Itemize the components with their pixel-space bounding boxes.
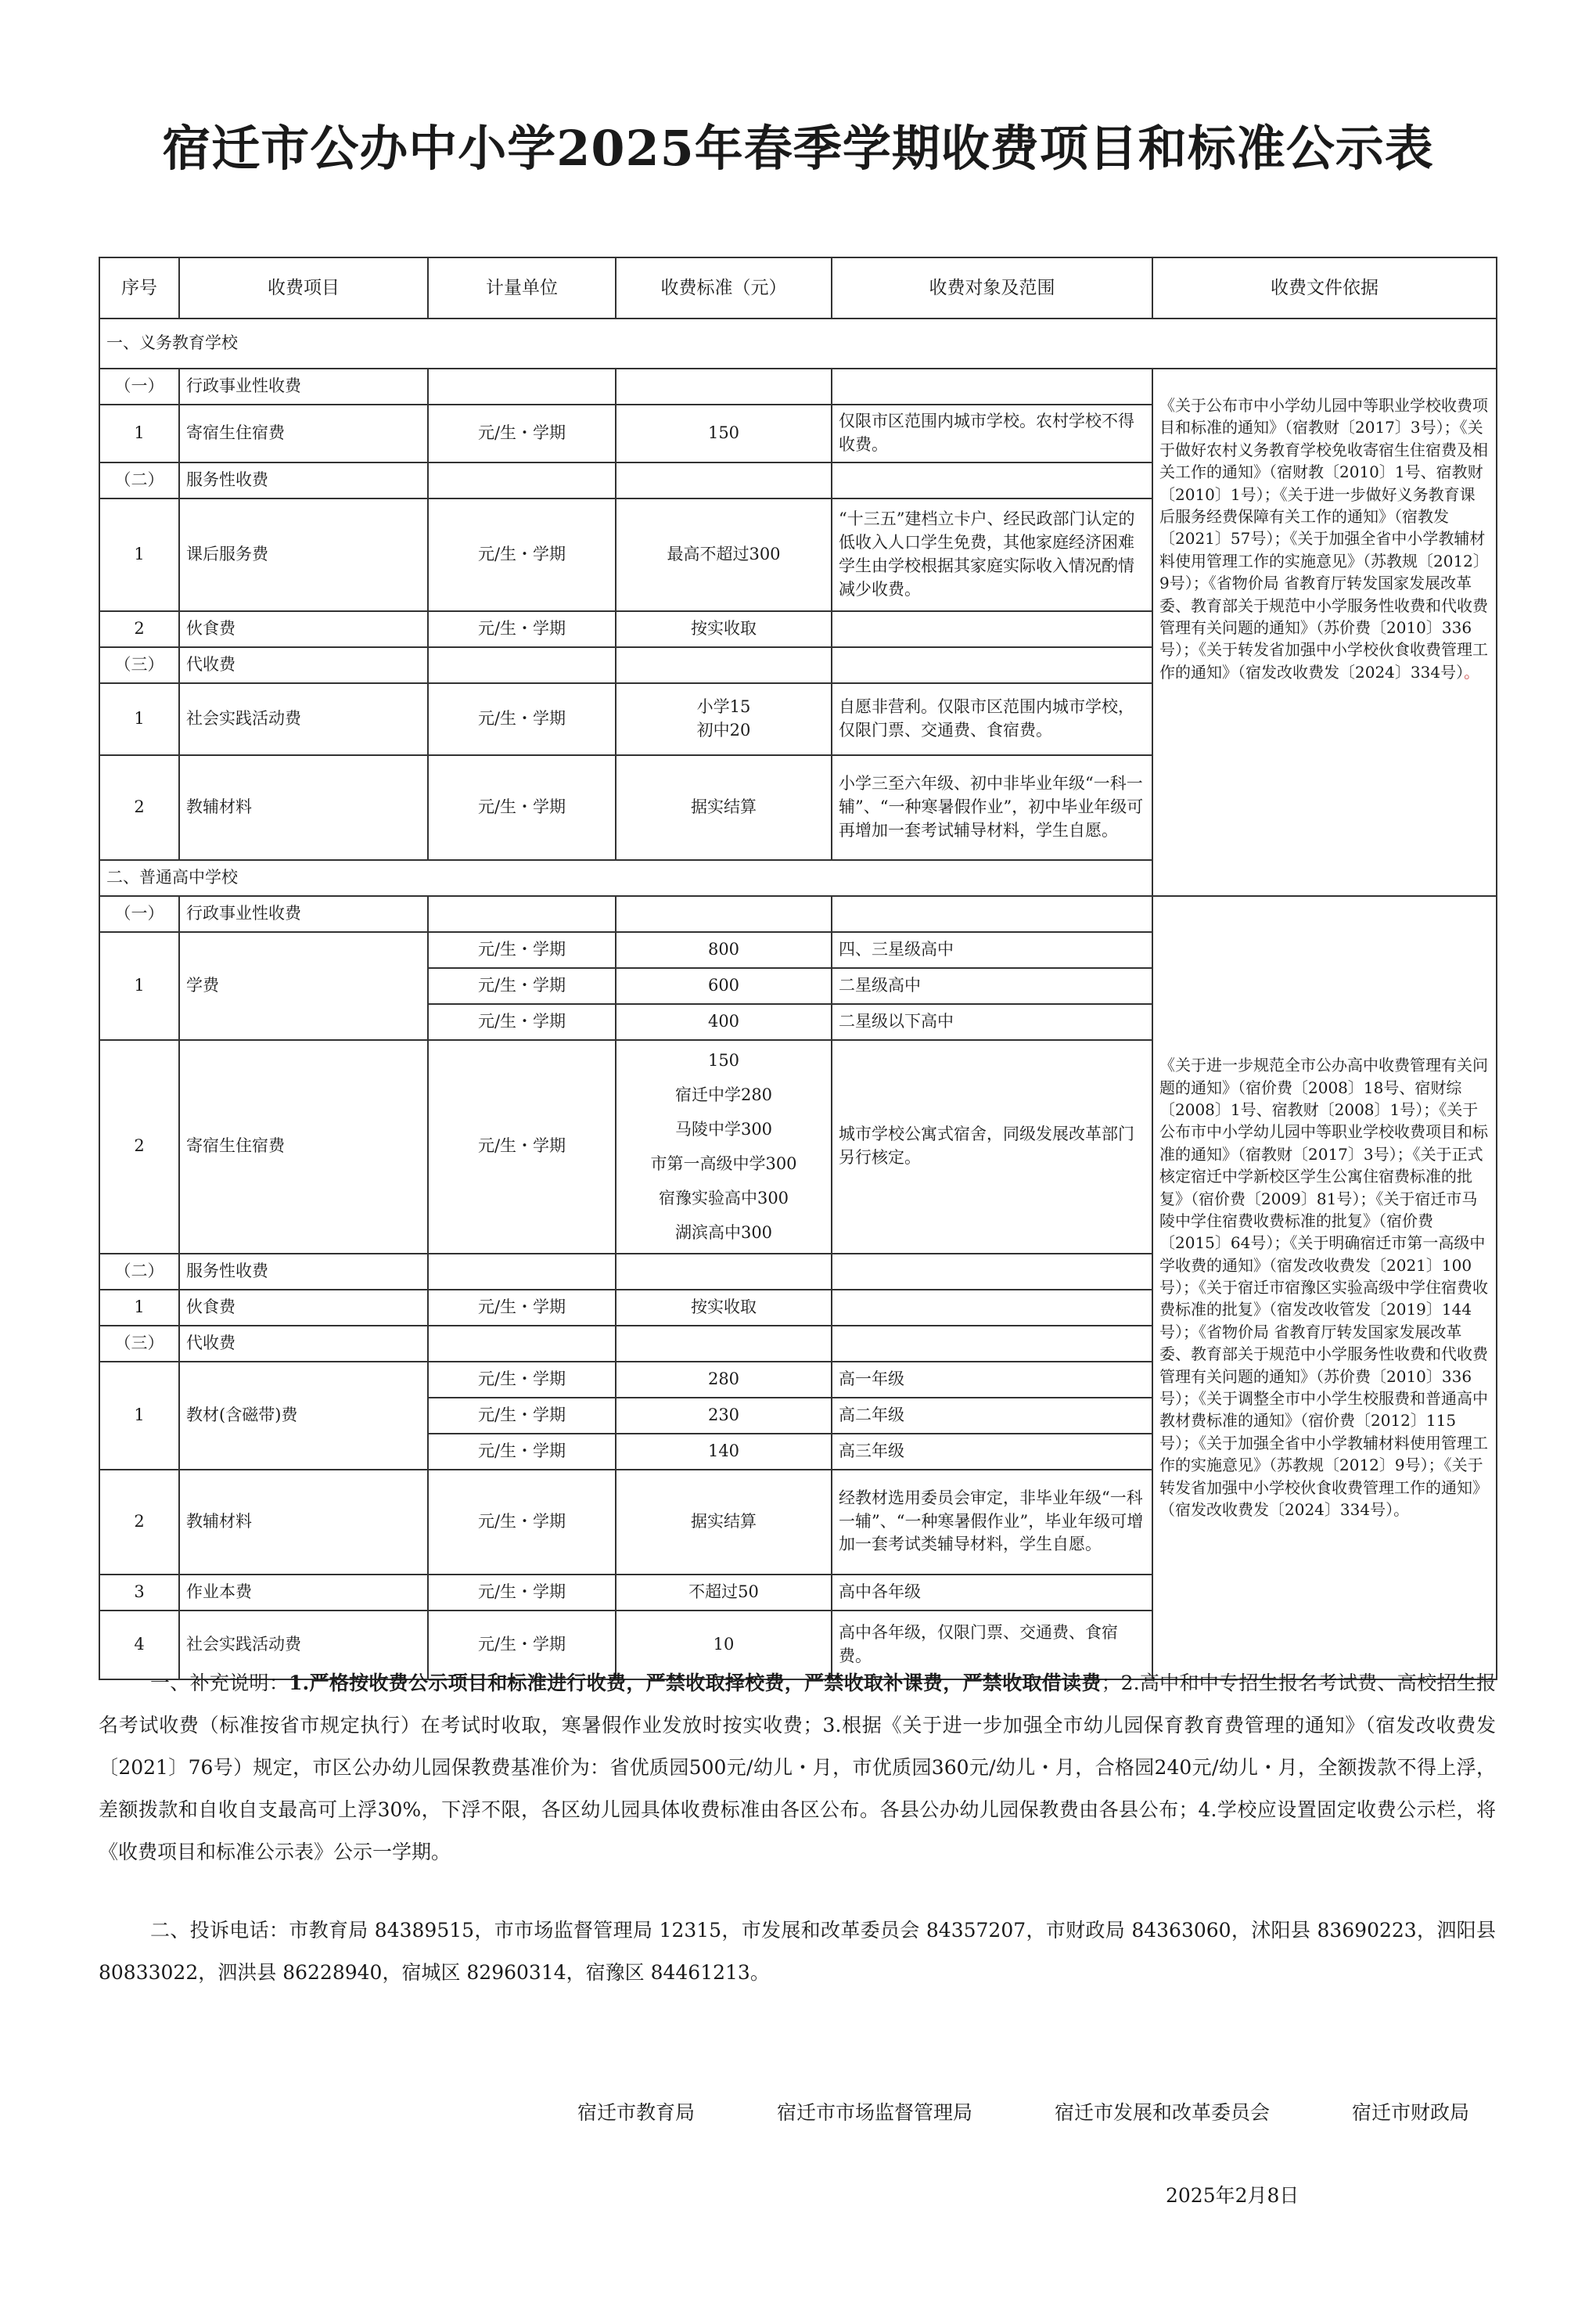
supplementary-note: 一、补充说明：1.严格按收费公示项目和标准进行收费，严禁收取择校费，严禁收取补课费，严禁收取借读费；2.高中和中专招生报名考试费、高校招生报名考试收费（标准按省市规定执行）在考试时收取，寒暑假作业发放时按实收费；3.根据《关于进一步加强全市幼儿园保育教育费管理的通知》（宿发改收费发〔2021〕76号）规定，市区公办幼儿园保教费基准价为：省优质园500元/幼儿・月，市优质园360元/幼儿・月，合格园240元/幼儿・月，全额拨款不得上浮，差额拨款和自收自支最高可上浮30%，下浮不限，各区幼儿园具体收费标准由各区公布。各县公办幼儿园保教费由各县公布；4.学校应设置固定收费公示栏，将《收费项目和标准公示表》公示一学期。 (99, 1672, 1496, 1863)
fee-standard: 230 (616, 1398, 832, 1434)
fee-unit: 元/生・学期 (428, 1398, 616, 1434)
group-no: （一） (99, 369, 179, 405)
fee-item: 伙食费 (179, 1290, 428, 1326)
fee-scope: 四、三星级高中 (832, 932, 1152, 968)
signer-market-regulation: 宿迁市市场监督管理局 (776, 2101, 972, 2124)
row-no: 2 (99, 1040, 179, 1254)
header-no: 序号 (99, 257, 179, 319)
fee-item: 教辅材料 (179, 1470, 428, 1575)
dorm-standard: 150 (707, 1051, 740, 1070)
table-header-row (99, 257, 1497, 319)
fee-standard-list (616, 1040, 832, 1254)
fee-unit: 元/生・学期 (428, 1575, 616, 1611)
fee-standard: 按实收取 (616, 1290, 832, 1326)
section-title-row (99, 860, 1497, 896)
header-standard: 收费标准（元） (616, 257, 832, 319)
fee-standard: 800 (616, 932, 832, 968)
fee-unit: 元/生・学期 (428, 683, 616, 755)
fee-standard: 600 (616, 968, 832, 1004)
row-no: 1 (99, 405, 179, 462)
group-no: （三） (99, 1326, 179, 1362)
dorm-standard: 湖滨高中300 (674, 1223, 773, 1243)
row-no: 2 (99, 1470, 179, 1575)
group-name: 服务性收费 (179, 1254, 428, 1290)
fee-standard: 据实结算 (616, 1470, 832, 1575)
fee-scope: 高二年级 (832, 1398, 1152, 1434)
fee-unit: 元/生・学期 (428, 1470, 616, 1575)
fee-standard (616, 683, 832, 755)
fee-standard: 10 (616, 1611, 832, 1679)
fee-scope: 二星级高中 (832, 968, 1152, 1004)
table-row (99, 369, 1497, 405)
row-no: 1 (99, 1362, 179, 1470)
group-name: 行政事业性收费 (179, 369, 428, 405)
table-row (99, 896, 1497, 932)
fee-standard: 最高不超过300 (616, 498, 832, 611)
issue-date: 2025年2月8日 (1166, 2184, 1299, 2207)
header-unit: 计量单位 (428, 257, 616, 319)
signer-finance-bureau: 宿迁市财政局 (1351, 2101, 1469, 2124)
header-basis: 收费文件依据 (1152, 257, 1497, 319)
fee-scope (832, 1290, 1152, 1326)
fee-unit: 元/生・学期 (428, 498, 616, 611)
fee-standard: 150 (616, 405, 832, 462)
fee-scope: 高三年级 (832, 1434, 1152, 1470)
fee-unit: 元/生・学期 (428, 755, 616, 860)
row-no: 3 (99, 1575, 179, 1611)
fee-table (99, 257, 1497, 1680)
fee-item: 社会实践活动费 (179, 683, 428, 755)
section-title: 一、义务教育学校 (99, 319, 1497, 369)
signers (577, 2097, 1469, 2125)
group-no: （二） (99, 1254, 179, 1290)
fee-unit: 元/生・学期 (428, 405, 616, 462)
group-name: 服务性收费 (179, 462, 428, 498)
fee-item: 作业本费 (179, 1575, 428, 1611)
fee-scope: 经教材选用委员会审定，非毕业年级“一科一辅”、“一种寒暑假作业”，毕业年级可增加一套考试类辅导材料，学生自愿。 (832, 1470, 1152, 1575)
group-name: 行政事业性收费 (179, 896, 428, 932)
header-item: 收费项目 (179, 257, 428, 319)
row-no: 1 (99, 932, 179, 1040)
fee-item: 伙食费 (179, 611, 428, 647)
fee-item: 寄宿生住宿费 (179, 405, 428, 462)
fee-standard-primary: 小学15 (696, 697, 751, 717)
basis-mark: 。 (1464, 662, 1480, 682)
dorm-standard: 宿迁中学280 (674, 1085, 773, 1105)
row-no: 1 (99, 683, 179, 755)
fee-unit: 元/生・学期 (428, 1290, 616, 1326)
fee-scope (832, 611, 1152, 647)
header-scope: 收费对象及范围 (832, 257, 1152, 319)
group-name: 代收费 (179, 647, 428, 683)
dorm-standard: 市第一高级中学300 (650, 1154, 797, 1174)
page-title: 宿迁市公办中小学2025年春季学期收费项目和标准公示表 (162, 120, 1434, 177)
fee-scope: 高中各年级，仅限门票、交通费、食宿费。 (832, 1611, 1152, 1679)
fee-item: 教材(含磁带)费 (179, 1362, 428, 1470)
fee-scope: 自愿非营利。仅限市区范围内城市学校，仅限门票、交通费、食宿费。 (832, 683, 1152, 755)
row-no: 1 (99, 1290, 179, 1326)
fee-scope: 高一年级 (832, 1362, 1152, 1398)
basis-text: 《关于公布市中小学幼儿园中等职业学校收费项目和标准的通知》（宿教财〔2017〕3号）；《关于做好农村义务教育学校免收寄宿生住宿费及相关工作的通知》（宿财教〔2010〕1号、宿教财〔2010〕1号）；《关于进一步做好义务教育课后服务经费保障有关工作的通知》（宿教发〔2021〕57号）；《关于加强全省中小学教辅材料使用管理工作的实施意见》（苏教规〔2012〕9号）；《省物价局 省教育厅转发国家发展改革委、教育部关于规范中小学服务性收费和代收费管理有关问题的通知》（苏价费〔2010〕336号）；《关于转发省加强中小学校伙食收费管理工作的通知》（宿发改收费发〔2024〕334号）。 (1152, 369, 1497, 896)
row-no: 2 (99, 755, 179, 860)
fee-standard: 不超过50 (616, 1575, 832, 1611)
row-no: 2 (99, 611, 179, 647)
fee-standard: 140 (616, 1434, 832, 1470)
fee-standard: 280 (616, 1362, 832, 1398)
signer-education-bureau: 宿迁市教育局 (577, 2101, 696, 2124)
signer-development-reform: 宿迁市发展和改革委员会 (1054, 2101, 1270, 2124)
fee-scope: 高中各年级 (832, 1575, 1152, 1611)
fee-standard: 按实收取 (616, 611, 832, 647)
fee-item: 社会实践活动费 (179, 1611, 428, 1679)
fee-item: 课后服务费 (179, 498, 428, 611)
group-no: （二） (99, 462, 179, 498)
row-no: 4 (99, 1611, 179, 1679)
section-title-row (99, 319, 1497, 369)
fee-unit: 元/生・学期 (428, 932, 616, 968)
complaint-hotlines: 二、投诉电话：市教育局 84389515，市市场监督管理局 12315，市发展和改革委员会 84357207，市财政局 84363060，沭阳县 83690223，泗阳县 80833022，泗洪县 86228940，宿城区 82960314，宿豫区 84461213。 (99, 1919, 1496, 1984)
dorm-standard: 马陵中学300 (674, 1120, 773, 1139)
row-no: 1 (99, 498, 179, 611)
note-emphasis: 1.严格按收费公示项目和标准进行收费，严禁收取择校费，严禁收取补课费，严禁收取借读费 (289, 1672, 1102, 1694)
fee-scope: 二星级以下高中 (832, 1004, 1152, 1040)
fee-unit: 元/生・学期 (428, 1362, 616, 1398)
dorm-standard: 宿豫实验高中300 (658, 1189, 789, 1208)
fee-unit: 元/生・学期 (428, 1434, 616, 1470)
fee-item: 学费 (179, 932, 428, 1040)
group-name: 代收费 (179, 1326, 428, 1362)
fee-item: 教辅材料 (179, 755, 428, 860)
fee-scope: “十三五”建档立卡户、经民政部门认定的低收入人口学生免费，其他家庭经济困难学生由学校根据其家庭实际收入情况酌情减少收费。 (832, 498, 1152, 611)
fee-unit: 元/生・学期 (428, 611, 616, 647)
fee-standard: 据实结算 (616, 755, 832, 860)
fee-scope: 仅限市区范围内城市学校。农村学校不得收费。 (832, 405, 1152, 462)
fee-unit: 元/生・学期 (428, 1040, 616, 1254)
fee-unit: 元/生・学期 (428, 1611, 616, 1679)
section-title: 二、普通高中学校 (99, 860, 1497, 896)
fee-unit: 元/生・学期 (428, 1004, 616, 1040)
fee-standard: 400 (616, 1004, 832, 1040)
fee-unit: 元/生・学期 (428, 968, 616, 1004)
fee-scope: 城市学校公寓式宿舍，同级发展改革部门另行核定。 (832, 1040, 1152, 1254)
fee-item: 寄宿生住宿费 (179, 1040, 428, 1254)
group-no: （一） (99, 896, 179, 932)
fee-scope: 小学三至六年级、初中非毕业年级“一科一辅”、“一种寒暑假作业”，初中毕业年级可再增加一套考试辅导材料，学生自愿。 (832, 755, 1152, 860)
fee-standard-middle: 初中20 (696, 721, 751, 740)
group-no: （三） (99, 647, 179, 683)
basis-text: 《关于进一步规范全市公办高中收费管理有关问题的通知》（宿价费〔2008〕18号、宿财综〔2008〕1号、宿教财〔2008〕1号）；《关于公布市中小学幼儿园中等职业学校收费项目和标准的通知》（宿教财〔2017〕3号）；《关于正式核定宿迁中学新校区学生公寓住宿费标准的批复》（宿价费〔2009〕81号）；《关于宿迁市马陵中学住宿费收费标准的批复》（宿价费〔2015〕64号）；《关于明确宿迁市第一高级中学收费的通知》（宿发改收费发〔2021〕100号）；《关于宿迁市宿豫区实验高级中学住宿费收费标准的批复》（宿发改收管发〔2019〕144号）；《省物价局 省教育厅转发国家发展改革委、教育部关于规范中小学服务性收费和代收费管理有关问题的通知》（苏价费〔2010〕336号）；《关于调整全市中小学生校服费和普通高中教材费标准的通知》（宿价费〔2012〕115号）；《关于加强全省中小学教辅材料使用管理工作的实施意见》（苏教规〔2012〕9号）；《关于转发省加强中小学校伙食收费管理工作的通知》（宿发改收费发〔2024〕334号）。 (1152, 896, 1497, 1679)
